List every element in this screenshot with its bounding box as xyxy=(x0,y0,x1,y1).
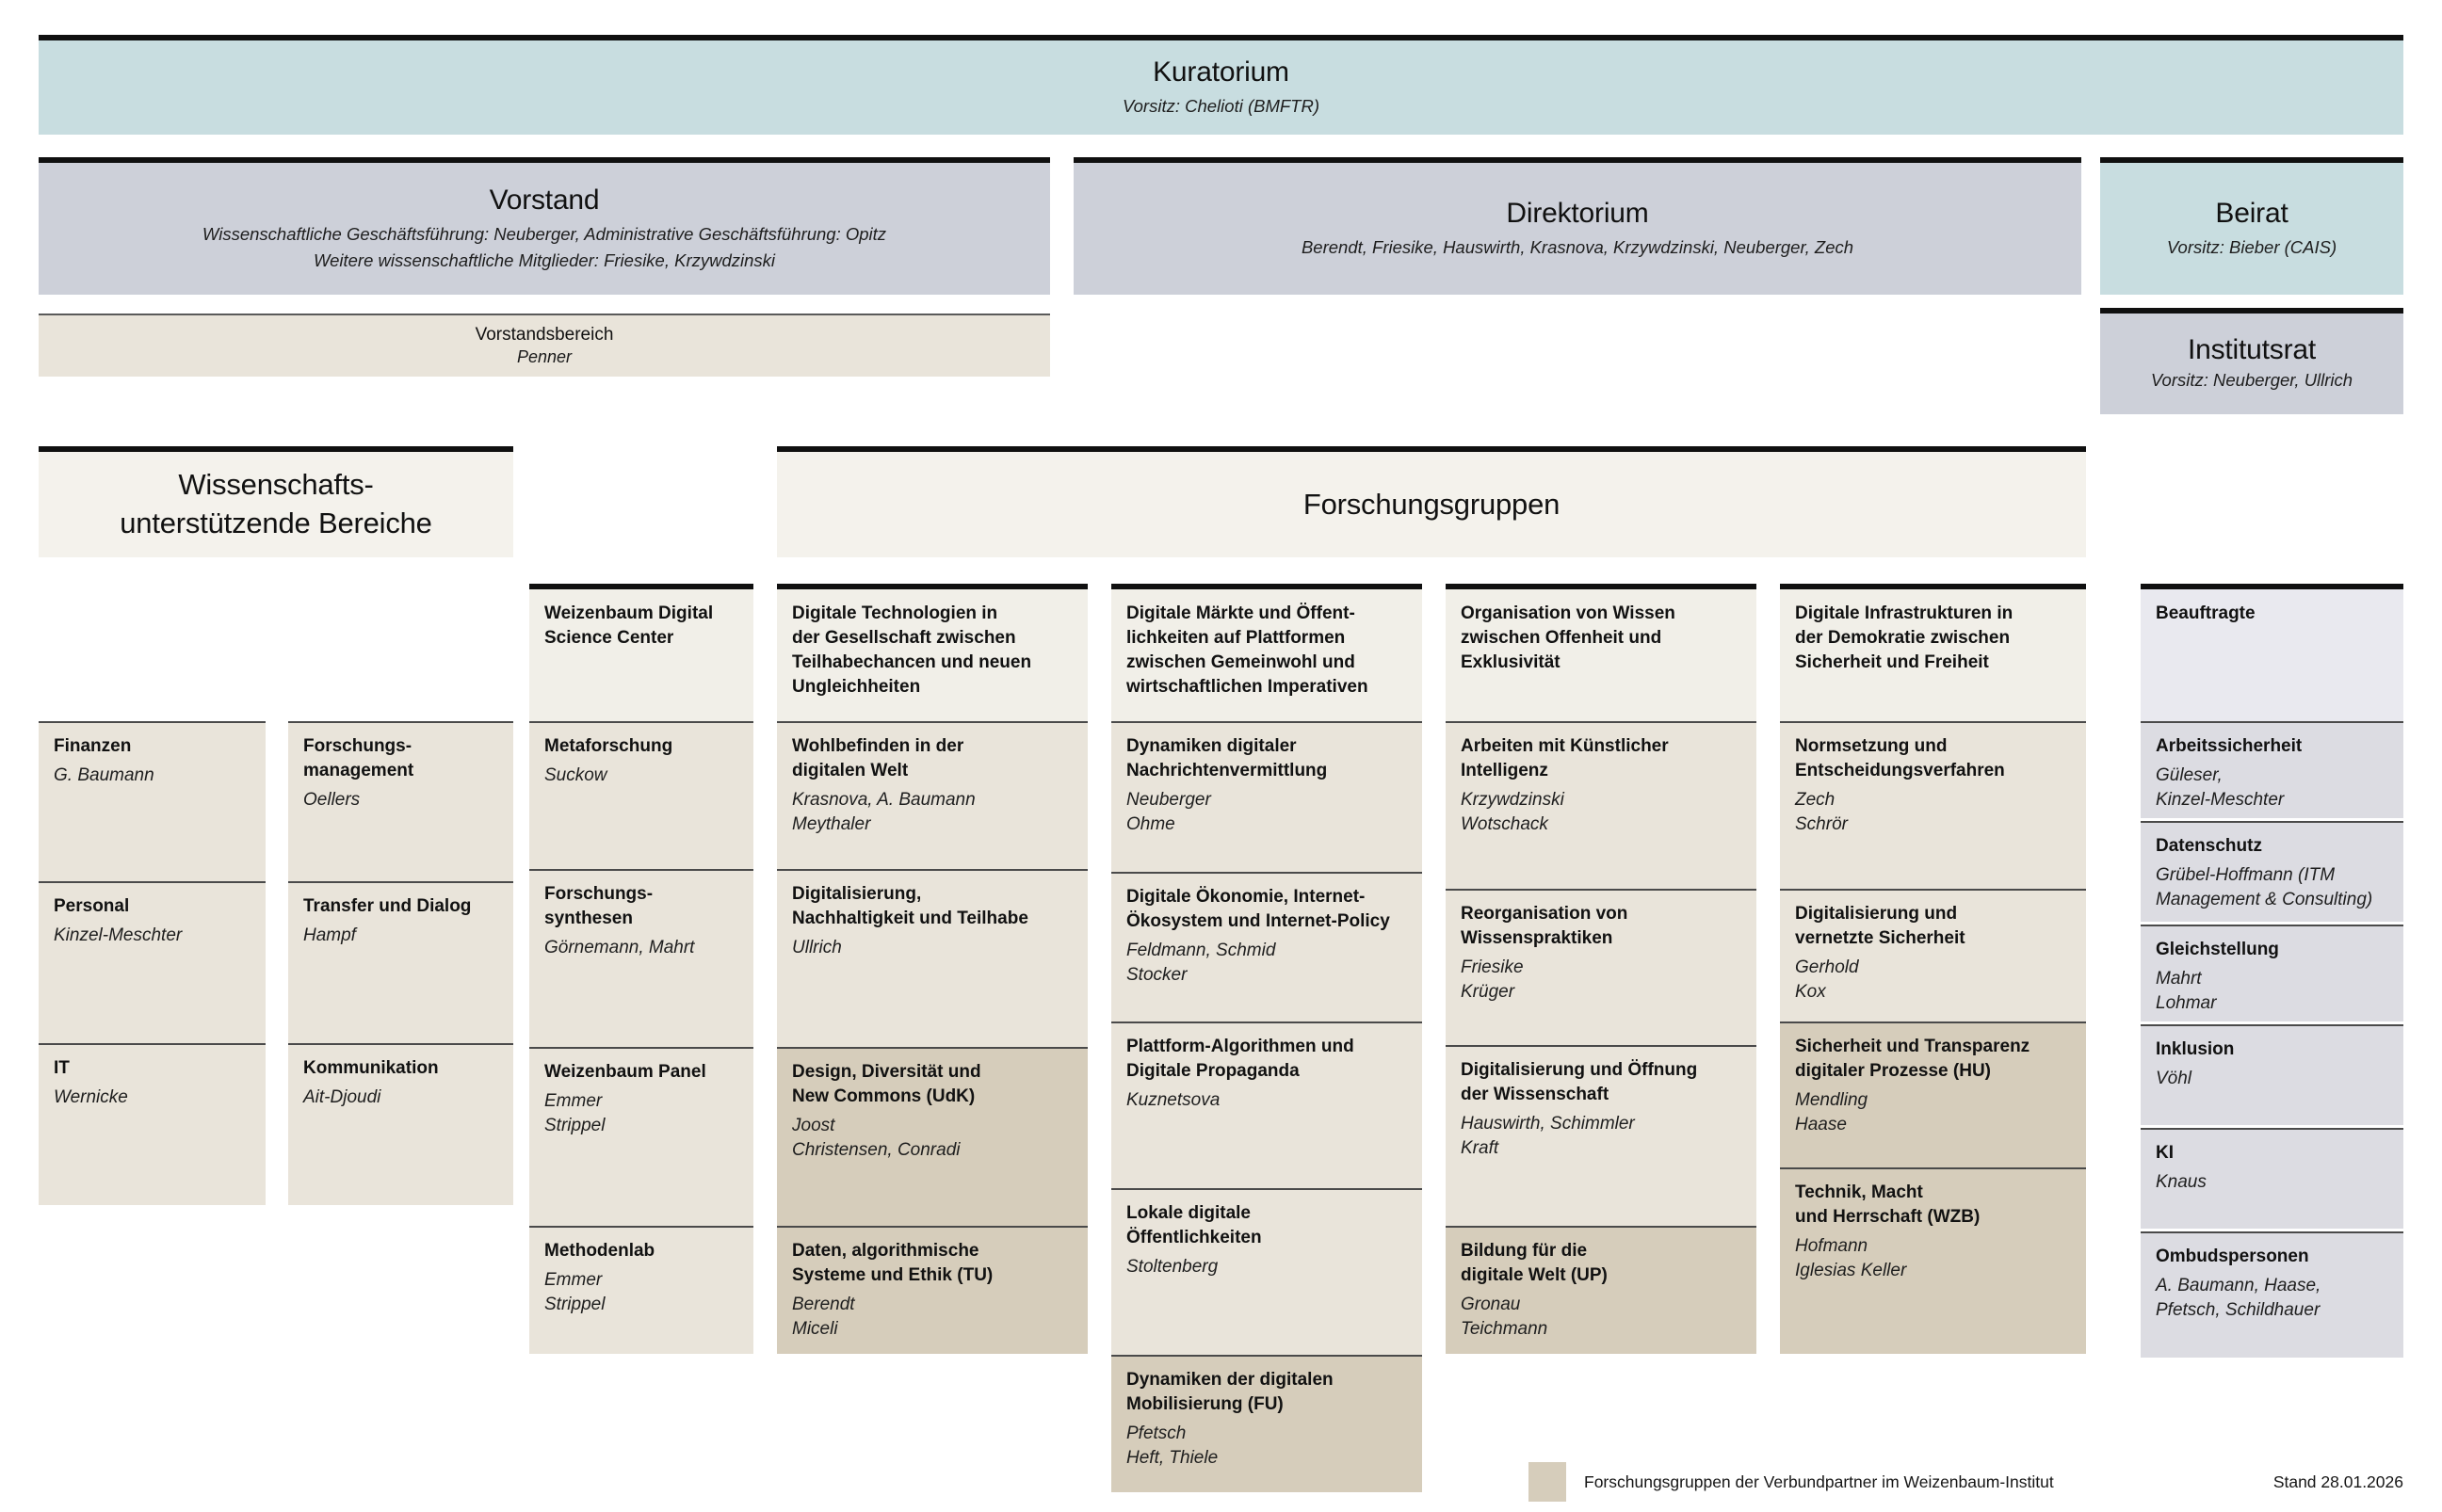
research-group-box xyxy=(1780,721,2086,889)
research-group-box-names: Pfetsch Heft, Thiele xyxy=(1126,1424,1219,1468)
research-group-box-names: Berendt Miceli xyxy=(792,1295,855,1339)
research-group-box xyxy=(1780,1021,2086,1167)
research-group-box-names: Friesike Krüger xyxy=(1461,957,1524,1002)
kuratorium-title: Kuratorium xyxy=(1153,56,1289,88)
vorstand-box xyxy=(39,157,1050,295)
research-group-box-title: Weizenbaum Panel xyxy=(544,1062,706,1082)
beirat-subtitle: Vorsitz: Bieber (CAIS) xyxy=(2166,236,2337,257)
support-area-box-title: Transfer und Dialog xyxy=(303,896,472,916)
research-group-box-title: Normsetzung und Entscheidungsverfahren xyxy=(1795,736,2005,780)
research-group-box-names: Kuznetsova xyxy=(1126,1090,1221,1110)
research-group-box xyxy=(529,869,753,1047)
research-group-box-names: Krzywdzinski Wotschack xyxy=(1461,790,1564,834)
support-section-header xyxy=(39,446,513,557)
research-group-box-title: Arbeiten mit Künstlicher Intelligenz xyxy=(1461,736,1669,780)
research-group-box xyxy=(1111,872,1422,1021)
research-group-box xyxy=(1446,1226,1756,1354)
support-area-box xyxy=(288,1043,513,1205)
research-column-header: Weizenbaum Digital Science Center xyxy=(529,589,753,721)
vorstand-title: Vorstand xyxy=(489,185,600,217)
support-area-box-names: Wernicke xyxy=(54,1087,128,1107)
beauftragte-column xyxy=(2141,584,2403,1358)
beauftragte-box-names: Güleser, Kinzel-Meschter xyxy=(2156,765,2285,810)
research-group-box xyxy=(1780,889,2086,1021)
research-column-header: Digitale Infrastrukturen in der Demokratie zwischen Sicherheit und Freiheit xyxy=(1780,589,2086,721)
research-group-box xyxy=(777,721,1088,869)
kuratorium-box xyxy=(39,35,2403,135)
support-header-line1: Wissenschafts- xyxy=(178,468,374,502)
vorstandsbereich-name: Penner xyxy=(516,347,573,366)
institutsrat-box xyxy=(2100,308,2403,414)
beauftragte-box xyxy=(2141,821,2403,922)
research-group-box-names: Emmer Strippel xyxy=(544,1270,606,1314)
research-column xyxy=(777,584,1088,1354)
research-group-box xyxy=(529,1226,753,1354)
research-column xyxy=(1446,584,1756,1354)
research-group-box-title: Digitale Ökonomie, Internet- Ökosystem und Internet-Policy xyxy=(1126,887,1390,931)
research-group-box xyxy=(1446,1045,1756,1226)
beirat-box xyxy=(2100,157,2403,295)
research-group-box xyxy=(777,1226,1088,1354)
support-area-box xyxy=(39,721,266,881)
research-group-box xyxy=(777,1047,1088,1226)
beauftragte-box-title: Gleichstellung xyxy=(2156,940,2279,959)
research-group-box-names: Joost Christensen, Conradi xyxy=(792,1116,961,1160)
partner-legend-label: Forschungsgruppen der Verbundpartner im Weizenbaum-Institut xyxy=(1584,1472,2054,1491)
research-group-box-names: Mendling Haase xyxy=(1795,1090,1868,1134)
research-group-box-title: Daten, algorithmische Systeme und Ethik (TU) xyxy=(792,1241,994,1285)
beauftragte-box-title: KI xyxy=(2156,1143,2174,1163)
research-column xyxy=(1111,584,1422,1492)
research-group-box-names: Hofmann Iglesias Keller xyxy=(1795,1236,1907,1280)
vorstandsbereich-box xyxy=(39,314,1050,377)
support-area-box xyxy=(39,1043,266,1205)
institutsrat-subtitle: Vorsitz: Neuberger, Ullrich xyxy=(2150,370,2353,391)
beauftragte-box-names: Vöhl xyxy=(2156,1069,2192,1088)
research-group-box-names: Suckow xyxy=(544,765,607,785)
research-group-box-title: Reorganisation von Wissenspraktiken xyxy=(1461,904,1628,948)
support-area-box xyxy=(288,881,513,1043)
research-group-box-names: Ullrich xyxy=(792,938,842,957)
research-group-box-names: Emmer Strippel xyxy=(544,1091,606,1135)
beauftragte-box-title: Datenschutz xyxy=(2156,836,2262,856)
support-area-box-names: Hampf xyxy=(303,925,356,945)
research-column xyxy=(529,584,753,1354)
stand-date: Stand 28.01.2026 xyxy=(2272,1472,2403,1491)
beauftragte-box xyxy=(2141,1231,2403,1358)
support-area-box-title: Personal xyxy=(54,896,130,916)
beauftragte-box xyxy=(2141,721,2403,818)
beauftragte-box-names: Grübel-Hoffmann (ITM Management & Consulting) xyxy=(2156,865,2373,909)
vorstandsbereich-title: Vorstandsbereich xyxy=(475,325,614,345)
research-group-box-title: Dynamiken digitaler Nachrichtenvermittlung xyxy=(1126,736,1328,780)
research-group-box-title: Digitalisierung und vernetzte Sicherheit xyxy=(1795,904,1965,948)
partner-legend-swatch xyxy=(1528,1462,1566,1502)
support-area-box-names: Ait-Djoudi xyxy=(303,1087,381,1107)
beauftragte-box-names: Mahrt Lohmar xyxy=(2156,969,2217,1013)
support-area-box-title: Forschungs- management xyxy=(303,736,414,780)
beirat-title: Beirat xyxy=(2215,197,2288,229)
research-group-box-names: Hauswirth, Schimmler Kraft xyxy=(1461,1114,1635,1158)
research-group-box-names: Gerhold Kox xyxy=(1795,957,1859,1002)
direktorium-title: Direktorium xyxy=(1506,197,1649,229)
kuratorium-subtitle: Vorsitz: Chelioti (BMFTR) xyxy=(1122,95,1319,116)
research-group-box-title: Design, Diversität und New Commons (UdK) xyxy=(792,1062,981,1106)
research-column-header: Organisation von Wissen zwischen Offenheit und Exklusivität xyxy=(1446,589,1756,721)
support-area-box-names: G. Baumann xyxy=(54,765,154,785)
research-group-box-names: Feldmann, Schmid Stocker xyxy=(1126,941,1276,985)
research-group-box xyxy=(529,721,753,869)
research-group-box xyxy=(1780,1167,2086,1354)
research-section-header xyxy=(777,446,2086,557)
beauftragte-box xyxy=(2141,1024,2403,1125)
research-column xyxy=(1780,584,2086,1354)
research-group-box xyxy=(1446,889,1756,1045)
research-group-box-title: Dynamiken der digitalen Mobilisierung (FU) xyxy=(1126,1370,1334,1414)
beauftragte-box-title: Inklusion xyxy=(2156,1039,2235,1059)
research-group-box-title: Lokale digitale Öffentlichkeiten xyxy=(1126,1203,1262,1247)
beauftragte-box-names: A. Baumann, Haase, Pfetsch, Schildhauer xyxy=(2156,1276,2321,1320)
research-column-header: Digitale Märkte und Öffent- lichkeiten auf Plattformen zwischen Gemeinwohl und wirtschaftlichen Imperativen xyxy=(1111,589,1422,721)
research-group-box xyxy=(777,869,1088,1047)
direktorium-box xyxy=(1074,157,2081,295)
research-group-box-names: Stoltenberg xyxy=(1126,1257,1219,1277)
support-column xyxy=(288,721,513,1205)
research-group-box-title: Metaforschung xyxy=(544,736,673,756)
research-group-box-names: Görnemann, Mahrt xyxy=(544,938,695,957)
research-group-box-title: Methodenlab xyxy=(544,1241,655,1261)
support-area-box-title: IT xyxy=(54,1058,70,1078)
research-group-box xyxy=(1111,721,1422,872)
beauftragte-box-title: Ombudspersonen xyxy=(2156,1247,2309,1266)
research-group-box-names: Gronau Teichmann xyxy=(1461,1295,1548,1339)
beauftragte-box-names: Knaus xyxy=(2156,1172,2207,1192)
vorstand-line1: Wissenschaftliche Geschäftsführung: Neuberger, Administrative Geschäftsführung: Opitz xyxy=(202,224,887,245)
beauftragte-box xyxy=(2141,1128,2403,1229)
research-group-box xyxy=(1111,1021,1422,1188)
institutsrat-title: Institutsrat xyxy=(2188,334,2316,366)
research-group-box xyxy=(1111,1188,1422,1355)
support-area-box-names: Kinzel-Meschter xyxy=(54,925,183,945)
support-area-box xyxy=(288,721,513,881)
beauftragte-header: Beauftragte xyxy=(2141,589,2403,721)
research-group-box-title: Forschungs- synthesen xyxy=(544,884,654,928)
research-group-box-title: Bildung für die digitale Welt (UP) xyxy=(1461,1241,1608,1285)
research-group-box-title: Digitalisierung, Nachhaltigkeit und Teilhabe xyxy=(792,884,1028,928)
vorstand-line2: Weitere wissenschaftliche Mitglieder: Friesike, Krzywdzinski xyxy=(313,249,776,270)
research-group-box-title: Digitalisierung und Öffnung der Wissenschaft xyxy=(1461,1060,1698,1104)
support-header-line2: unterstützende Bereiche xyxy=(120,507,432,539)
support-column xyxy=(39,721,266,1205)
research-group-box-names: Neuberger Ohme xyxy=(1126,790,1211,834)
support-area-box-title: Kommunikation xyxy=(303,1058,439,1078)
research-header-label: Forschungsgruppen xyxy=(1302,487,1561,521)
support-area-box-names: Oellers xyxy=(303,790,361,810)
support-area-box-title: Finanzen xyxy=(54,736,132,756)
research-group-box-names: Krasnova, A. Baumann Meythaler xyxy=(792,790,976,834)
direktorium-members: Berendt, Friesike, Hauswirth, Krasnova, Krzywdzinski, Neuberger, Zech xyxy=(1301,236,1854,257)
research-group-box-title: Wohlbefinden in der digitalen Welt xyxy=(792,736,964,780)
support-area-box xyxy=(39,881,266,1043)
research-group-box xyxy=(1446,721,1756,889)
research-group-box-names: Zech Schrör xyxy=(1795,790,1848,834)
beauftragte-box-title: Arbeitssicherheit xyxy=(2156,736,2303,756)
research-group-box-title: Plattform-Algorithmen und Digitale Propaganda xyxy=(1126,1037,1354,1081)
research-group-box xyxy=(1111,1355,1422,1492)
research-column-header: Digitale Technologien in der Gesellschaft zwischen Teilhabechancen und neuen Ungleichheiten xyxy=(777,589,1088,721)
beauftragte-box xyxy=(2141,925,2403,1021)
research-group-box-title: Sicherheit und Transparenz digitaler Prozesse (HU) xyxy=(1795,1037,2030,1081)
research-group-box-title: Technik, Macht und Herrschaft (WZB) xyxy=(1795,1182,1981,1227)
research-group-box xyxy=(529,1047,753,1226)
